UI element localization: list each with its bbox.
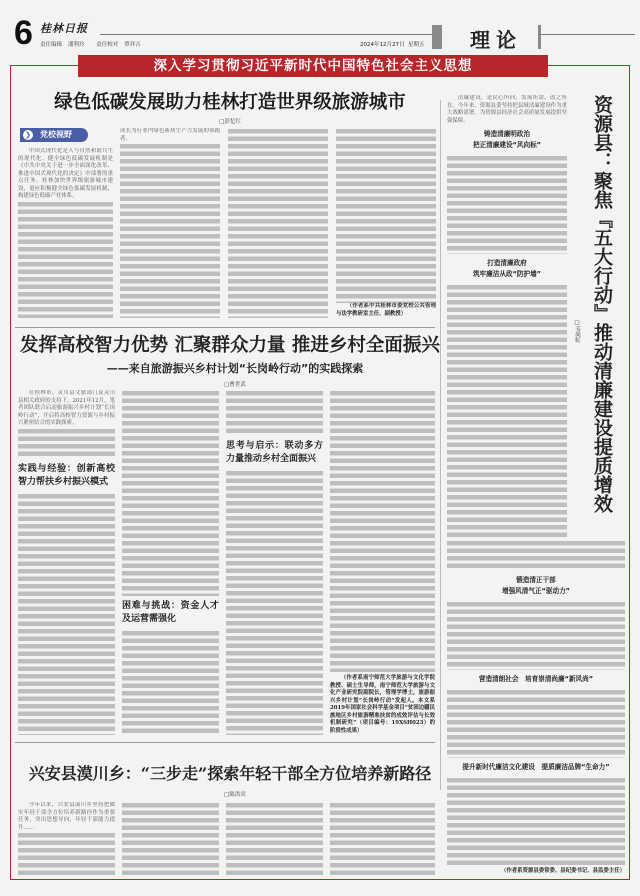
article2-author-note: （作者系南宁师范大学旅游与文化学院教授、硕士生导师，南宁师范大学旅游与文化产业研究院副院长，管理学博士，旅游振兴乡村计划“长岗岭行动”发起人。本文系2019年国家社会科学基金项目“贫困边疆民族地区乡村旅游精准扶贫的成效评估与长效机制研究”（项目编号：19XSH023）的阶段性成果） bbox=[330, 675, 435, 734]
heading-line: 筑牢廉洁从政“防护墙” bbox=[472, 270, 541, 278]
text-lines bbox=[120, 144, 220, 318]
article1-lead: 中国式现代化是人与自然和谐共生的现代化。健全绿色低碳发展机制是《中共中央关于进一步全面深化改革、推进中国式现代化的决定》中部署的重点任务。桂林加快世界级旅游城市建设，更应积极健全绿色低碳发展机制，构建绿色低碳产业体系。 bbox=[18, 148, 113, 199]
article4-heading5: 提升新时代廉洁文化建设 提质廉洁品牌“生命力” bbox=[462, 763, 610, 771]
article1-col3 bbox=[228, 128, 328, 318]
header-rule bbox=[100, 34, 440, 35]
article2-title: 发挥高校智力优势 汇聚群众力量 推进乡村全面振兴 bbox=[20, 335, 440, 356]
text-lines bbox=[330, 803, 435, 877]
article1-author-note: （作者系中共桂林市委党校公共管理与法学教研室主任、副教授） bbox=[336, 303, 436, 317]
column-badge bbox=[20, 128, 88, 142]
article2-heading3: 思考与启示：联动多方力量推动乡村全面振兴 bbox=[226, 441, 323, 464]
article3-lead: 今年以来，兴安县漠川乡坚持把做实年轻干部全方位培养新路径作为重要任务，突出思想导向，年轻干部能力提升…… bbox=[18, 802, 115, 831]
article4-col-upper bbox=[447, 95, 567, 540]
text-lines bbox=[18, 494, 115, 736]
text-lines bbox=[447, 285, 567, 540]
article4-heading3 bbox=[447, 575, 625, 597]
text-lines bbox=[226, 471, 323, 735]
article4-col-lower bbox=[447, 540, 625, 875]
article4-title: 资源县：聚焦『五大行动』推动清廉建设提质增效 bbox=[591, 95, 613, 513]
article3-col4 bbox=[330, 802, 435, 877]
page-number: 6 bbox=[14, 14, 33, 52]
article1-col2 bbox=[120, 128, 220, 318]
section-marker-right bbox=[538, 25, 541, 49]
heading-line: 打造清廉政府 bbox=[487, 259, 527, 267]
heading-line: 增强风清气正“驱动力” bbox=[501, 587, 570, 595]
article1-col1 bbox=[18, 148, 113, 318]
article4-lead: 清廉建设，是民心所向、发展所需、改之所在。今年来，资源县委坚持把县域清廉建设作为重大战略部署，为资源县经济社会高质量发展提供坚强保障。 bbox=[447, 95, 567, 124]
issue-date bbox=[360, 40, 425, 48]
text-lines bbox=[447, 602, 625, 670]
text-lines bbox=[447, 156, 567, 254]
text-lines bbox=[228, 129, 328, 318]
editor-name: 潘利玲 bbox=[68, 42, 85, 48]
editor-credits bbox=[40, 40, 147, 48]
proof-label: 责任校对 bbox=[96, 42, 119, 48]
article2-col1 bbox=[18, 390, 115, 735]
weekday: 星期五 bbox=[408, 42, 425, 48]
header-rule-right bbox=[540, 34, 635, 35]
section-marker bbox=[432, 25, 442, 49]
article4-heading1 bbox=[447, 129, 567, 151]
article4-heading4: 营造清朗社会 培育崇清尚廉“新风尚” bbox=[478, 675, 594, 683]
badge-label: 党校视野 bbox=[40, 130, 72, 139]
text-lines bbox=[18, 202, 113, 319]
text-lines bbox=[447, 690, 625, 758]
article-divider bbox=[15, 327, 435, 328]
article3-col3 bbox=[226, 802, 323, 877]
text-lines bbox=[122, 631, 219, 735]
newspaper-logo: 桂林日报 bbox=[40, 22, 88, 35]
theme-banner: 深入学习贯彻习近平新时代中国特色社会主义思想 bbox=[78, 55, 548, 77]
text-lines bbox=[226, 391, 323, 436]
chevron-right-icon: ❯ bbox=[23, 130, 33, 140]
heading-line: 把正清廉建设“风向标” bbox=[472, 141, 541, 149]
heading-line: 锻造清正干部 bbox=[516, 576, 556, 584]
text-lines bbox=[18, 833, 115, 877]
text-lines bbox=[447, 778, 625, 868]
article2-lead: 在桂林市、灵川县文旅部门及灵川县相关政府的支持下，2021年12月，笔者团队联合启动旅游振兴乡村计划“长岗岭行动”，开启将高校智力资源与乡村振兴紧密结合的实践探索。 bbox=[18, 390, 115, 426]
article1-title: 绿色低碳发展助力桂林打造世界级旅游城市 bbox=[54, 92, 406, 113]
proofreader-name: 覃祥吉 bbox=[124, 42, 141, 48]
text-lines bbox=[122, 391, 219, 596]
article-divider bbox=[15, 742, 435, 743]
article2-col3 bbox=[226, 390, 323, 735]
article2-heading1: 实践与经验：创新高校智力帮扶乡村振兴模式 bbox=[18, 463, 115, 487]
article2-subtitle: ——来自旅游振兴乡村计划“长岗岭行动”的实践探索 bbox=[106, 362, 364, 375]
article2-heading2: 困难与挑战：资金人才及运营需强化 bbox=[122, 601, 219, 624]
article3-col1 bbox=[18, 802, 115, 877]
editor-label: 责任编辑 bbox=[40, 42, 63, 48]
text-lines bbox=[447, 541, 625, 571]
text-lines bbox=[330, 391, 435, 672]
article1-col4 bbox=[336, 128, 436, 318]
section-title: 理论 bbox=[470, 28, 522, 52]
article2-byline: □曹世武 bbox=[224, 382, 246, 388]
heading-line: 铸造清廉明政治 bbox=[483, 130, 531, 138]
article1-col2-lead: 成长为行业内绿色新质生产力发展的领跑者。 bbox=[120, 128, 220, 142]
date: 2024年12月27日 bbox=[360, 42, 405, 48]
text-lines bbox=[18, 429, 115, 459]
article4-author-note: （作者系资源县委常委、县纪委书记、县监委主任） bbox=[501, 867, 625, 874]
text-lines bbox=[226, 803, 323, 877]
article4-byline: □韦尚虹 bbox=[574, 320, 580, 343]
article3-title: 兴安县漠川乡：“三步走”探索年轻干部全方位培养新路径 bbox=[28, 764, 432, 783]
column-divider bbox=[440, 100, 441, 790]
article2-col4 bbox=[330, 390, 435, 735]
article2-col2 bbox=[122, 390, 219, 735]
article4-heading2 bbox=[447, 258, 567, 280]
text-lines bbox=[122, 803, 219, 877]
text-lines bbox=[336, 129, 436, 303]
article1-byline: □彭忆红 bbox=[219, 119, 241, 125]
article3-col2 bbox=[122, 802, 219, 877]
article3-byline: □陈洪宾 bbox=[224, 792, 246, 798]
